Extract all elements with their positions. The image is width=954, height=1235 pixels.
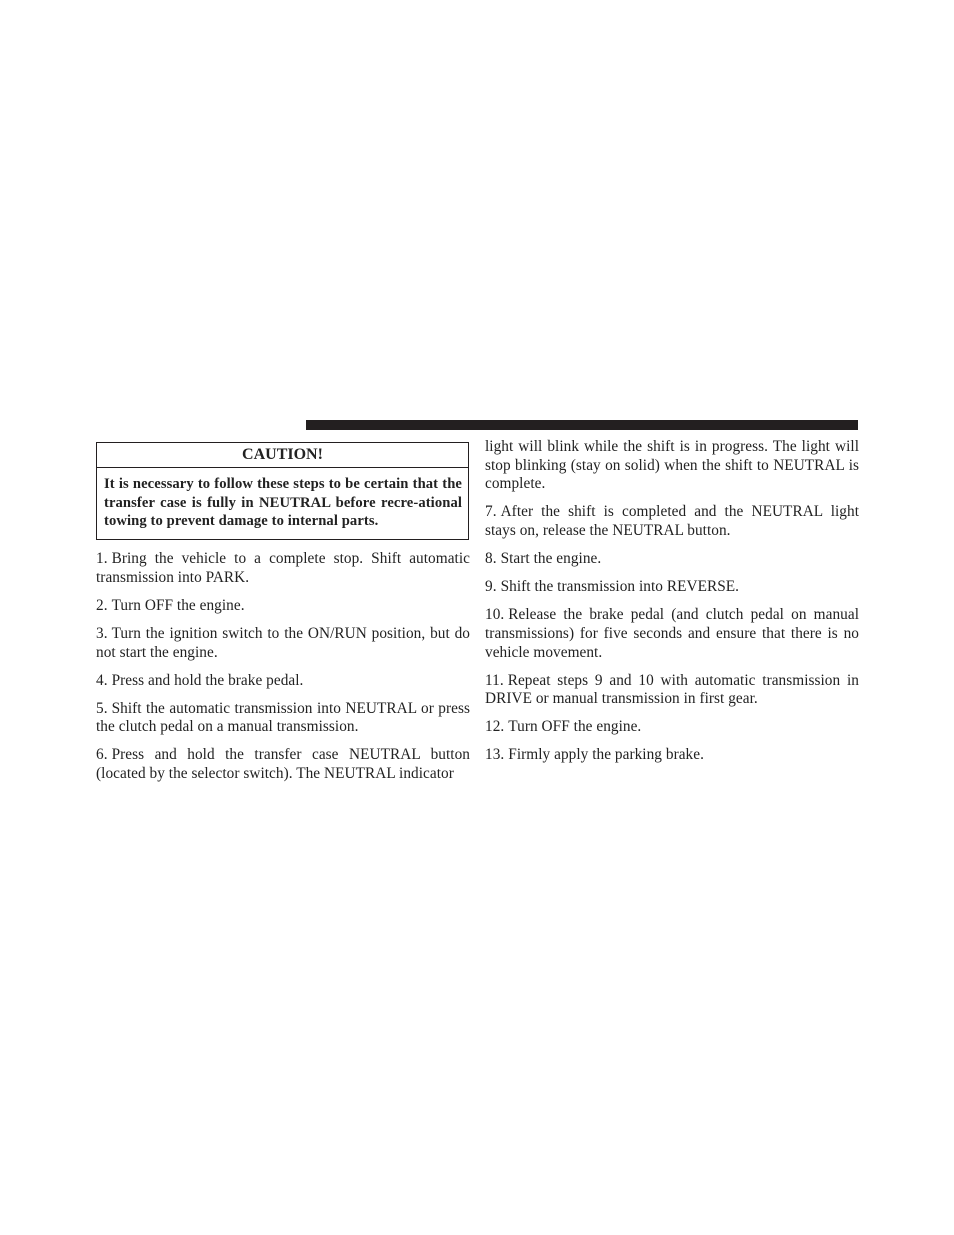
step-number: 4. <box>96 671 108 689</box>
step-2 <box>96 597 470 616</box>
step-7 <box>485 503 859 540</box>
step-text: Release the brake pedal (and clutch pedal on manual transmissions) for five seconds and ensure that there is no vehicle movement. <box>485 606 859 661</box>
step-6-continuation: light will blink while the shift is in progress. The light will stop blinking (stay on solid) when the shift to NEUTRAL is complete. <box>485 438 859 493</box>
step-number: 11. <box>485 671 504 689</box>
step-text: Shift the automatic transmission into NEUTRAL or press the clutch pedal on a manual transmission. <box>96 699 470 736</box>
step-text: After the shift is completed and the NEUTRAL light stays on, release the NEUTRAL button. <box>485 503 859 540</box>
step-text: Turn the ignition switch to the ON/RUN position, but do not start the engine. <box>96 624 470 661</box>
step-number: 9. <box>485 578 497 596</box>
caution-body: It is necessary to follow these steps to be certain that the transfer case is fully in NEUTRAL before recre-ational towing to prevent damage to internal parts. <box>104 476 462 530</box>
step-3 <box>96 625 470 662</box>
step-text: Bring the vehicle to a complete stop. Shift automatic transmission into PARK. <box>96 550 470 586</box>
step-number: 6. <box>96 746 108 764</box>
step-number: 3. <box>96 624 108 642</box>
caution-box <box>96 442 469 540</box>
step-number: 2. <box>96 596 108 614</box>
step-10 <box>485 606 859 662</box>
step-number: 12. <box>485 718 505 736</box>
left-column <box>96 442 470 793</box>
step-text: Shift the transmission into REVERSE. <box>500 578 740 596</box>
right-column <box>485 438 859 774</box>
step-number: 1. <box>96 550 108 568</box>
step-11 <box>485 672 859 709</box>
caution-title: CAUTION! <box>97 443 468 468</box>
step-text: Turn OFF the engine. <box>111 596 245 614</box>
step-text: Repeat steps 9 and 10 with automatic transmission in DRIVE or manual transmission in first gear. <box>485 671 859 708</box>
step-number: 7. <box>485 503 497 521</box>
step-text: Turn OFF the engine. <box>508 718 642 736</box>
step-number: 8. <box>485 550 497 568</box>
step-6 <box>96 746 470 783</box>
step-13 <box>485 746 859 765</box>
step-5 <box>96 700 470 737</box>
step-4 <box>96 672 470 691</box>
step-number: 13. <box>485 746 505 764</box>
step-number: 5. <box>96 699 108 717</box>
step-8 <box>485 550 859 569</box>
step-text: Press and hold the transfer case NEUTRAL button (located by the selector switch). The NEUTRAL indicator <box>96 746 470 782</box>
step-12 <box>485 718 859 737</box>
step-9 <box>485 578 859 597</box>
step-1 <box>96 550 470 587</box>
step-text: Firmly apply the parking brake. <box>508 746 704 764</box>
step-text: Press and hold the brake pedal. <box>111 671 304 689</box>
header-rule-bar <box>306 420 858 430</box>
step-number: 10. <box>485 606 505 624</box>
step-text: Start the engine. <box>500 550 602 568</box>
